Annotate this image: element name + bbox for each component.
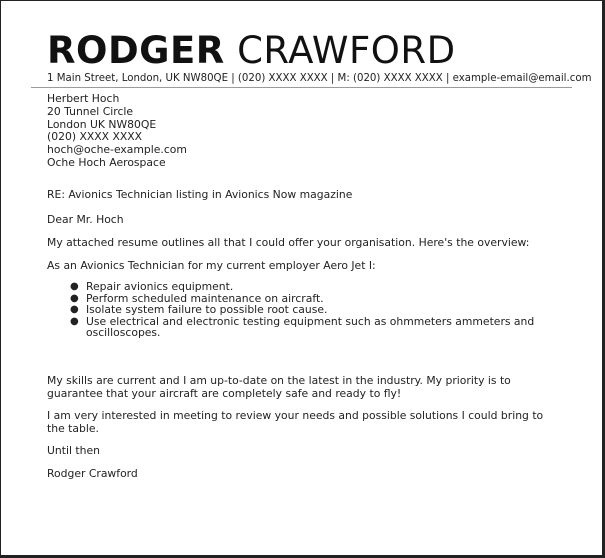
- salutation: Dear Mr. Hoch: [47, 213, 124, 226]
- bullet-icon: ●: [70, 315, 79, 327]
- first-name: RODGER: [47, 29, 225, 72]
- recipient-city: London UK NW80QE: [47, 117, 157, 131]
- recipient-street: 20 Tunnel Circle: [47, 104, 134, 118]
- list-item: ● Use electrical and electronic testing equipment such as ohmmeters ammeters and oscilloscopes.: [70, 314, 535, 340]
- last-name: CRAWFORD: [237, 29, 456, 72]
- skills-paragraph: My skills are current and I am up-to-date on the latest in the industry. My priority is to guarantee that your aircraft are completely safe and ready to fly!: [47, 374, 511, 400]
- recipient-phone: (020) XXXX XXXX: [47, 130, 143, 144]
- bullet-icon: ●: [70, 304, 79, 316]
- header-divider: [31, 87, 572, 88]
- interest-paragraph: I am very interested in meeting to review your needs and possible solutions I could bring to the table.: [47, 409, 544, 435]
- recipient-email: hoch@oche-example.com: [47, 143, 187, 157]
- recipient-company: Oche Hoch Aerospace: [47, 155, 166, 169]
- list-item: ● Isolate system failure to possible root cause.: [70, 303, 328, 317]
- list-item: ● Repair avionics equipment.: [70, 280, 234, 293]
- signature: Rodger Crawford: [47, 467, 138, 480]
- duties-list: [47, 281, 586, 339]
- subject-line: RE: Avionics Technician listing in Avionics Now magazine: [47, 188, 353, 201]
- contact-line: 1 Main Street, London, UK NW80QE | (020) XXXX XXXX | M: (020) XXXX XXXX | example-email@email.com: [47, 73, 592, 84]
- intro-paragraph: My attached resume outlines all that I could offer your organisation. Here's the overview:: [47, 236, 530, 249]
- bullet-icon: ●: [70, 281, 79, 292]
- recipient-name: Herbert Hoch: [47, 92, 120, 105]
- list-item: ● Perform scheduled maintenance on aircraft.: [70, 291, 324, 305]
- recipient-address: [47, 93, 562, 170]
- bullet-icon: ●: [70, 292, 79, 304]
- closing: Until then: [47, 444, 100, 457]
- applicant-name: [47, 29, 456, 73]
- role-line: As an Avionics Technician for my current employer Aero Jet I:: [47, 259, 376, 272]
